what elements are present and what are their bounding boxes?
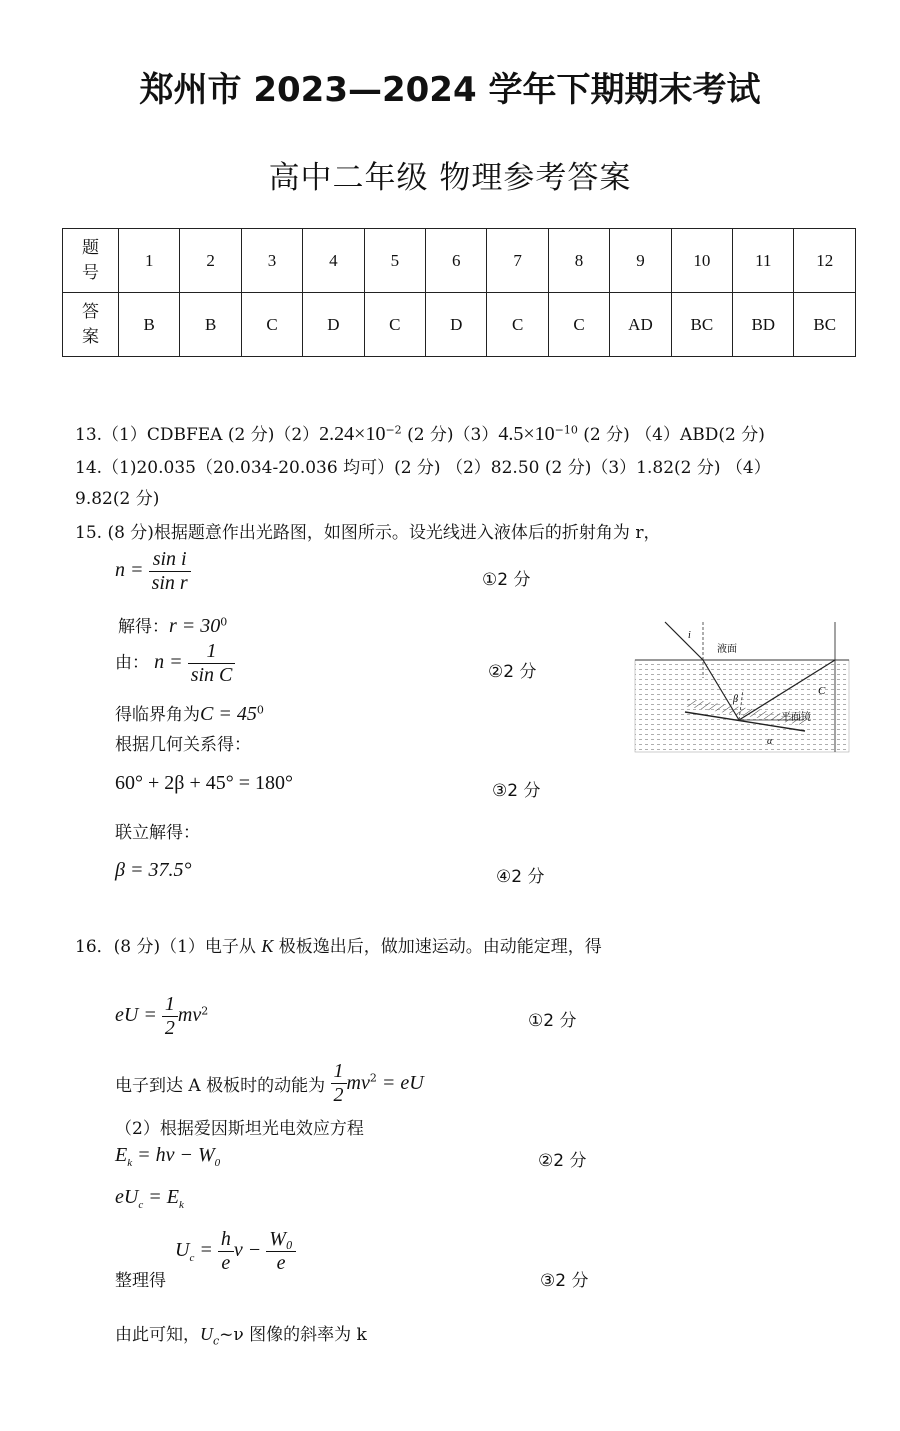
answer-cell: BC xyxy=(794,293,856,357)
label-i: i xyxy=(688,630,691,641)
q16-conclusion: 由此可知，$U_c\sim\nu$ 图像的斜率为 k xyxy=(115,1324,367,1348)
answer-cell: C xyxy=(487,293,548,357)
question-number: 1 xyxy=(119,229,180,293)
question-number: 2 xyxy=(180,229,241,293)
q16-score-1: ①2 分 xyxy=(528,1011,577,1031)
q15-critical-angle: 得临界角为$C = 45^0$ xyxy=(115,703,264,725)
q13-answer-line: 13.（1）CDBFEA (2 分)$(2)2.24\times 10^{-2}$ (2 分)$(3)4.5\times 10^{-10}$ (2 分) （4）ABD(2 分) xyxy=(75,423,765,445)
q15-eq4: β = 37.5° xyxy=(115,859,192,881)
q15-geometry: 根据几何关系得： xyxy=(115,735,251,755)
page-title: 郑州市 2023—2024 学年下期期末考试 xyxy=(139,70,761,110)
table-row-answers xyxy=(63,293,856,357)
q16-eq4: $U_c$ = $\frac{h}{e}$ ν − $\frac{\text{W₀}}{e}$ xyxy=(175,1228,296,1275)
question-number: 11 xyxy=(733,229,794,293)
label-beta: β xyxy=(733,694,738,705)
q15-solve-r: 解得：$r = 30^0$ xyxy=(118,615,228,637)
q15-score-1: ①2 分 xyxy=(482,570,531,590)
answer-cell: D xyxy=(303,293,364,357)
question-number: 10 xyxy=(671,229,732,293)
q15-intro: 15. (8 分)根据题意作出光路图，如图所示。设光线进入液体后的折射角为 r， xyxy=(75,523,661,543)
q15-score-4: ④2 分 xyxy=(496,867,545,887)
q14-answer-line-1: 14.（1)20.035（20.034-20.036 均可）(2 分) （2）82.50 (2 分)（3）1.82(2 分) （4） xyxy=(75,458,771,478)
q16-eq3: $eU_c = E_k$ xyxy=(115,1186,184,1211)
row-label-answer: 答 案 xyxy=(63,293,119,357)
liquid-region xyxy=(635,660,849,752)
question-number: 9 xyxy=(610,229,671,293)
q16-kinetic-energy: 电子到达 A 极板时的动能为 $\frac{1}{2}$ $mv^2$ = eU xyxy=(115,1060,424,1106)
label-surface: 液面 xyxy=(717,644,737,655)
table-row-numbers xyxy=(63,229,856,293)
q14-answer-line-2: 9.82(2 分) xyxy=(75,489,160,509)
q15-score-3: ③2 分 xyxy=(492,781,541,801)
question-number: 5 xyxy=(364,229,425,293)
label-mirror: 平面镜 xyxy=(781,712,811,723)
label-c: C xyxy=(818,685,826,697)
answer-cell: B xyxy=(180,293,241,357)
question-number: 7 xyxy=(487,229,548,293)
q15-eq1: n = $\frac{\text{sin i}}{\text{sin r}}$ xyxy=(115,548,191,595)
question-number: 12 xyxy=(794,229,856,293)
light-path-diagram xyxy=(633,612,851,754)
answer-cell: C xyxy=(241,293,302,357)
q16-arrange-label: 整理得 xyxy=(115,1271,166,1291)
q15-eq2: 由： n = $\frac{1}{\text{sin C}}$ xyxy=(115,640,235,687)
answer-table xyxy=(62,228,856,357)
answer-cell: C xyxy=(364,293,425,357)
q16-score-2: ②2 分 xyxy=(538,1151,587,1171)
answer-cell: AD xyxy=(610,293,671,357)
q16-part2: （2）根据爱因斯坦光电效应方程 xyxy=(115,1119,364,1139)
q15-score-2: ②2 分 xyxy=(488,662,537,682)
q16-intro: 16．(8 分)（1）电子从 K 极板逸出后，做加速运动。由动能定理，得 xyxy=(75,936,602,957)
answer-cell: BD xyxy=(733,293,794,357)
answer-cell: C xyxy=(548,293,609,357)
answer-cell: D xyxy=(426,293,487,357)
q16-eq1: eU = $\frac{1}{2}$ $mv^2$ xyxy=(115,993,209,1039)
label-alpha: α xyxy=(767,736,773,747)
question-number: 6 xyxy=(426,229,487,293)
q15-combine: 联立解得： xyxy=(115,823,200,843)
answer-cell: B xyxy=(119,293,180,357)
q16-eq2: $E_k = h\nu - W_0$ xyxy=(115,1144,221,1169)
q15-eq3: 60° + 2β + 45° = 180° xyxy=(115,772,294,794)
question-number: 8 xyxy=(548,229,609,293)
page-subtitle: 高中二年级 物理参考答案 xyxy=(268,160,632,196)
incident-ray xyxy=(665,622,703,660)
row-label-number: 题 号 xyxy=(63,229,119,293)
answer-cell: BC xyxy=(671,293,732,357)
question-number: 4 xyxy=(303,229,364,293)
question-number: 3 xyxy=(241,229,302,293)
q16-score-3: ③2 分 xyxy=(540,1271,589,1291)
